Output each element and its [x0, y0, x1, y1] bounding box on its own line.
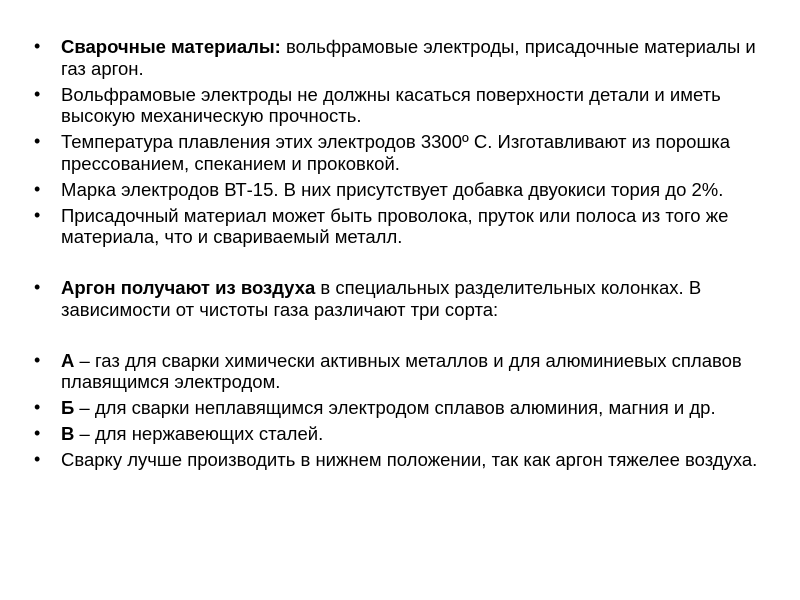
bullet-icon: • — [34, 349, 41, 370]
spacer — [34, 325, 776, 350]
item-text: – для сварки неплавящимся электродом сплавов алюминия, магния и др. — [74, 397, 716, 418]
item-bold: Аргон получают из воздуха — [61, 277, 316, 298]
bullet-icon: • — [34, 36, 41, 56]
item-text: – газ для сварки химически активных металлов и для алюминиевых сплавов плавящимся электродом. — [61, 349, 742, 392]
item-bold: Б — [61, 397, 75, 418]
item-text: вольфрамовые электроды, присадочные материалы и газ аргон. — [61, 36, 756, 79]
item-bold: Сварочные материалы: — [61, 36, 281, 57]
bullet-icon: • — [34, 423, 41, 443]
item-text: Присадочный материал может быть проволока, пруток или полоса из того же материала, что и свариваемый металл. — [61, 204, 729, 247]
item-text: Вольфрамовые электроды не должны касаться поверхности детали и иметь высокую механическую прочность. — [61, 83, 721, 126]
item-text: в специальных разделительных колонках. В зависимости от чистоты газа различают три сорта: — [61, 277, 702, 320]
list-item — [34, 84, 776, 127]
bullet-icon: • — [34, 131, 41, 151]
list-item — [34, 205, 776, 248]
list-item — [34, 397, 776, 419]
bullet-icon: • — [34, 397, 41, 417]
item-bold: А — [61, 349, 75, 371]
list-item — [34, 423, 776, 445]
list-item — [34, 449, 776, 471]
bullet-icon: • — [34, 277, 41, 297]
list-item — [34, 131, 776, 174]
item-text: Сварку лучше производить в нижнем положении, так как аргон тяжелее воздуха. — [61, 449, 758, 470]
spacer — [34, 252, 776, 277]
list-item — [34, 36, 776, 79]
bullet-list — [34, 36, 776, 471]
item-text: Марка электродов ВТ-15. В них присутствует добавка двуокиси тория до 2%. — [61, 178, 724, 200]
item-bold: В — [61, 423, 75, 444]
list-item — [34, 277, 776, 320]
bullet-icon: • — [34, 178, 41, 199]
list-item — [34, 179, 776, 201]
bullet-icon: • — [34, 449, 41, 469]
bullet-icon: • — [34, 83, 41, 104]
item-text: Температура плавления этих электродов 3300º С. Изготавливают из порошка прессованием, спеканием и проковкой. — [61, 131, 731, 174]
list-item — [34, 350, 776, 393]
bullet-icon: • — [34, 204, 41, 225]
item-text: – для нержавеющих сталей. — [74, 423, 324, 444]
